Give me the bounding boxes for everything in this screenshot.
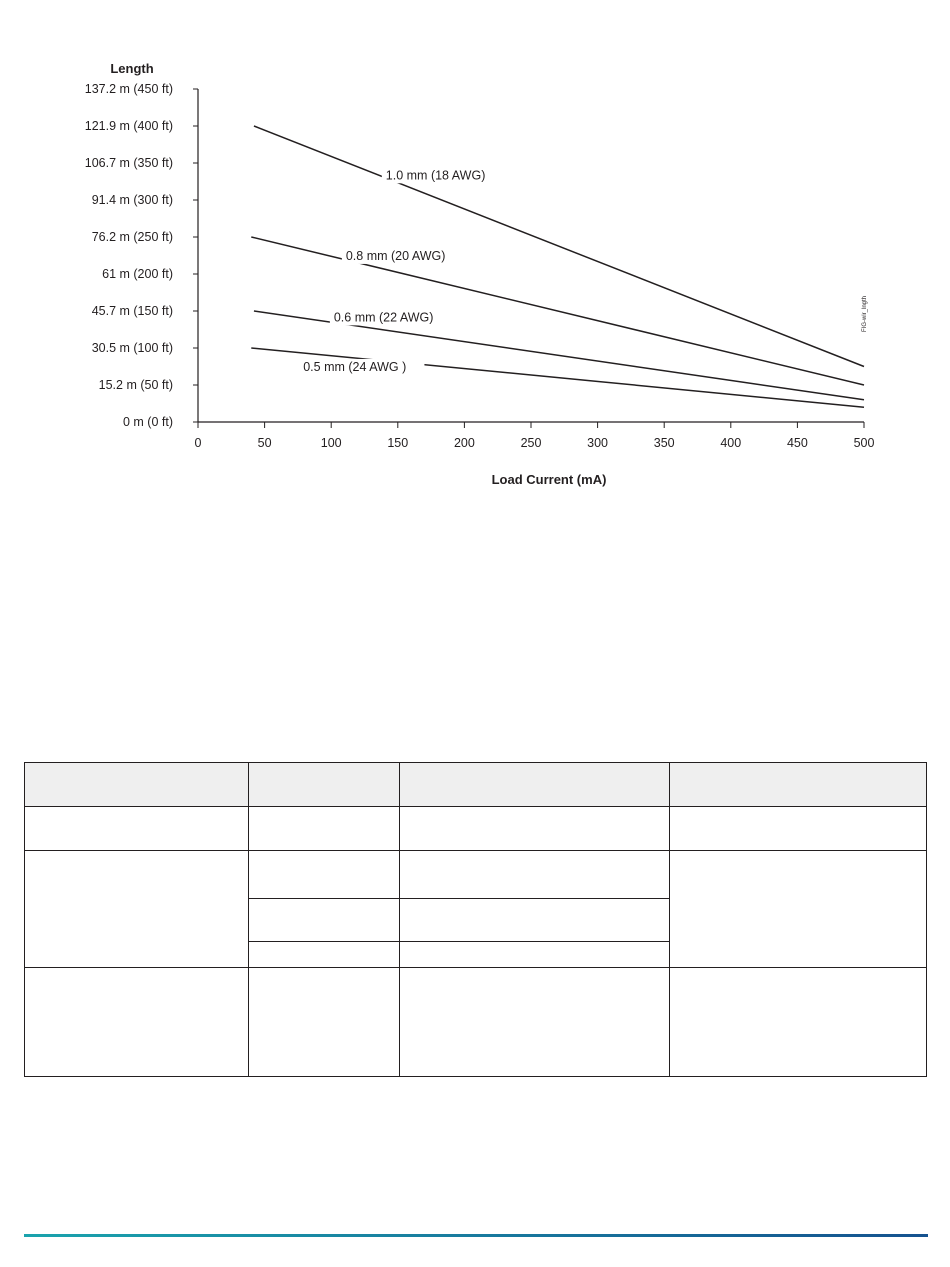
table-row <box>25 807 927 851</box>
spec-table <box>24 762 927 1077</box>
x-tick-label: 500 <box>853 436 875 450</box>
table-cell <box>249 942 400 967</box>
x-tick-label: 350 <box>653 436 675 450</box>
figure-watermark: FIG-wir_lngth <box>862 295 868 332</box>
x-ticks <box>195 422 875 450</box>
table-cell <box>400 899 670 942</box>
series-label: 0.5 mm (24 AWG ) <box>303 359 407 374</box>
y-ticks <box>85 82 198 429</box>
wire-length-chart <box>0 0 950 520</box>
y-tick-label: 0 m (0 ft) <box>122 415 173 429</box>
series-label: 0.8 mm (20 AWG) <box>345 248 446 263</box>
y-axis-label: Length <box>110 61 154 76</box>
table-cell <box>249 851 400 899</box>
series-label: 0.6 mm (22 AWG) <box>333 310 434 325</box>
table-cell <box>670 807 927 851</box>
table-cell <box>400 967 670 1076</box>
table-cell <box>25 967 249 1076</box>
table-cell <box>25 851 249 967</box>
table-header-row <box>25 763 927 807</box>
y-tick-label: 106.7 m (350 ft) <box>84 156 173 170</box>
table-row <box>25 851 927 899</box>
x-tick-label: 100 <box>320 436 342 450</box>
series-line <box>251 348 864 407</box>
table-cell <box>400 851 670 899</box>
x-tick-label: 150 <box>387 436 409 450</box>
x-tick-label: 300 <box>587 436 609 450</box>
header-cell <box>670 763 927 807</box>
y-tick-label: 15.2 m (50 ft) <box>98 378 173 392</box>
table-cell <box>400 942 670 967</box>
table-cell <box>670 967 927 1076</box>
y-tick-label: 121.9 m (400 ft) <box>84 119 173 133</box>
table-cell <box>249 899 400 942</box>
table-cell <box>249 807 400 851</box>
x-tick-label: 400 <box>720 436 742 450</box>
series-label: 1.0 mm (18 AWG) <box>385 168 486 183</box>
header-cell <box>249 763 400 807</box>
x-tick-label: 250 <box>520 436 542 450</box>
y-tick-label: 45.7 m (150 ft) <box>91 304 173 318</box>
series-line <box>254 126 864 367</box>
table-cell <box>25 807 249 851</box>
y-tick-label: 91.4 m (300 ft) <box>91 193 173 207</box>
footer-rule <box>24 1234 928 1237</box>
y-tick-label: 30.5 m (100 ft) <box>91 341 173 355</box>
header-cell <box>400 763 670 807</box>
x-tick-label: 450 <box>786 436 808 450</box>
y-tick-label: 137.2 m (450 ft) <box>84 82 173 96</box>
x-axis-label: Load Current (mA) <box>491 472 607 487</box>
series-lines <box>251 126 864 407</box>
table-cell <box>670 851 927 967</box>
y-tick-label: 61 m (200 ft) <box>102 267 173 281</box>
table-cell <box>249 967 400 1076</box>
header-cell <box>25 763 249 807</box>
table-cell <box>400 807 670 851</box>
y-tick-label: 76.2 m (250 ft) <box>91 230 173 244</box>
x-tick-label: 50 <box>257 436 272 450</box>
table-row <box>25 967 927 1076</box>
x-tick-label: 0 <box>194 436 202 450</box>
x-tick-label: 200 <box>453 436 475 450</box>
